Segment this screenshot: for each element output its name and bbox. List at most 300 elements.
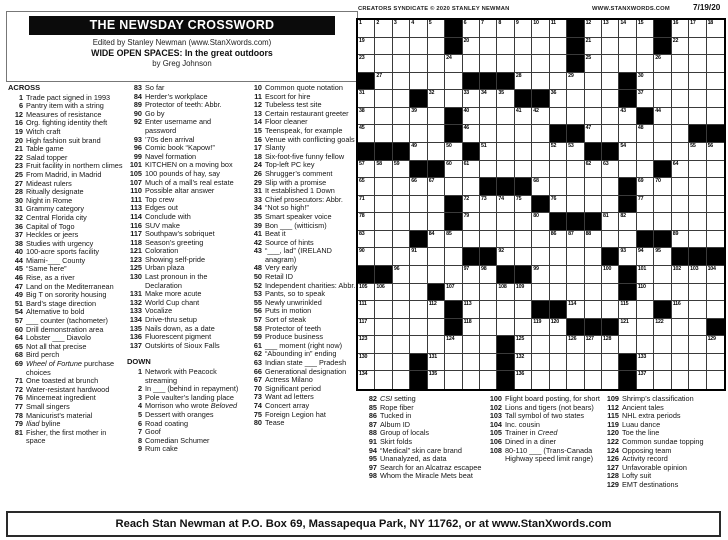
grid-cell[interactable] — [619, 336, 636, 354]
grid-cell[interactable] — [672, 55, 689, 73]
grid-cell[interactable] — [602, 73, 619, 91]
grid-cell[interactable] — [619, 161, 636, 179]
grid-cell[interactable] — [689, 143, 706, 161]
grid-cell[interactable] — [619, 248, 636, 266]
grid-cell[interactable] — [637, 336, 654, 354]
grid-cell[interactable] — [585, 108, 602, 126]
grid-cell[interactable] — [654, 354, 671, 372]
grid-cell[interactable] — [445, 266, 462, 284]
grid-cell[interactable] — [672, 301, 689, 319]
grid-cell[interactable] — [637, 143, 654, 161]
grid-cell[interactable] — [672, 354, 689, 372]
grid-cell[interactable] — [602, 161, 619, 179]
grid-cell[interactable] — [689, 231, 706, 249]
grid-cell[interactable] — [445, 90, 462, 108]
grid-cell[interactable] — [375, 20, 392, 38]
grid-cell[interactable] — [637, 284, 654, 302]
grid-cell[interactable] — [497, 231, 514, 249]
grid-cell[interactable] — [654, 213, 671, 231]
grid-cell[interactable] — [515, 125, 532, 143]
grid-cell[interactable] — [515, 319, 532, 337]
grid-cell[interactable] — [602, 178, 619, 196]
grid-cell[interactable] — [375, 336, 392, 354]
grid-cell[interactable] — [358, 301, 375, 319]
grid-cell[interactable] — [358, 354, 375, 372]
grid-cell[interactable] — [480, 161, 497, 179]
grid-cell[interactable] — [445, 284, 462, 302]
grid-cell[interactable] — [654, 196, 671, 214]
grid-cell[interactable] — [672, 284, 689, 302]
grid-cell[interactable] — [707, 213, 724, 231]
grid-cell[interactable] — [497, 55, 514, 73]
grid-cell[interactable] — [375, 213, 392, 231]
grid-cell[interactable] — [707, 354, 724, 372]
grid-cell[interactable] — [497, 319, 514, 337]
grid-cell[interactable] — [358, 231, 375, 249]
grid-cell[interactable] — [480, 371, 497, 389]
grid-cell[interactable] — [689, 161, 706, 179]
grid-cell[interactable] — [532, 319, 549, 337]
grid-cell[interactable] — [637, 73, 654, 91]
grid-cell[interactable] — [445, 336, 462, 354]
grid-cell[interactable] — [689, 319, 706, 337]
grid-cell[interactable] — [393, 108, 410, 126]
grid-cell[interactable] — [585, 371, 602, 389]
grid-cell[interactable] — [393, 319, 410, 337]
grid-cell[interactable] — [428, 73, 445, 91]
grid-cell[interactable] — [515, 213, 532, 231]
grid-cell[interactable] — [497, 213, 514, 231]
grid-cell[interactable] — [637, 301, 654, 319]
grid-cell[interactable] — [689, 20, 706, 38]
grid-cell[interactable] — [654, 125, 671, 143]
grid-cell[interactable] — [567, 196, 584, 214]
grid-cell[interactable] — [602, 231, 619, 249]
grid-cell[interactable] — [480, 284, 497, 302]
grid-cell[interactable] — [707, 284, 724, 302]
grid-cell[interactable] — [428, 90, 445, 108]
grid-cell[interactable] — [515, 336, 532, 354]
grid-cell[interactable] — [393, 38, 410, 56]
grid-cell[interactable] — [672, 161, 689, 179]
grid-cell[interactable] — [567, 354, 584, 372]
grid-cell[interactable] — [672, 196, 689, 214]
grid-cell[interactable] — [567, 284, 584, 302]
grid-cell[interactable] — [619, 213, 636, 231]
grid-cell[interactable] — [428, 38, 445, 56]
grid-cell[interactable] — [637, 354, 654, 372]
grid-cell[interactable] — [550, 55, 567, 73]
grid-cell[interactable] — [375, 125, 392, 143]
grid-cell[interactable] — [707, 20, 724, 38]
grid-cell[interactable] — [428, 20, 445, 38]
grid-cell[interactable] — [375, 108, 392, 126]
grid-cell[interactable] — [358, 108, 375, 126]
grid-cell[interactable] — [550, 248, 567, 266]
grid-cell[interactable] — [463, 90, 480, 108]
grid-cell[interactable] — [480, 213, 497, 231]
grid-cell[interactable] — [550, 231, 567, 249]
grid-cell[interactable] — [497, 284, 514, 302]
grid-cell[interactable] — [637, 266, 654, 284]
grid-cell[interactable] — [515, 108, 532, 126]
grid-cell[interactable] — [707, 161, 724, 179]
grid-cell[interactable] — [619, 20, 636, 38]
grid-cell[interactable] — [375, 231, 392, 249]
grid-cell[interactable] — [445, 161, 462, 179]
grid-cell[interactable] — [480, 301, 497, 319]
grid-cell[interactable] — [532, 178, 549, 196]
grid-cell[interactable] — [567, 108, 584, 126]
grid-cell[interactable] — [637, 196, 654, 214]
grid-cell[interactable] — [602, 371, 619, 389]
grid-cell[interactable] — [689, 90, 706, 108]
grid-cell[interactable] — [410, 73, 427, 91]
grid-cell[interactable] — [497, 143, 514, 161]
grid-cell[interactable] — [532, 354, 549, 372]
grid-cell[interactable] — [463, 319, 480, 337]
grid-cell[interactable] — [672, 231, 689, 249]
grid-cell[interactable] — [567, 231, 584, 249]
grid-cell[interactable] — [410, 336, 427, 354]
grid-cell[interactable] — [707, 231, 724, 249]
grid-cell[interactable] — [550, 354, 567, 372]
grid-cell[interactable] — [463, 231, 480, 249]
grid-cell[interactable] — [445, 231, 462, 249]
grid-cell[interactable] — [602, 266, 619, 284]
grid-cell[interactable] — [358, 284, 375, 302]
grid-cell[interactable] — [393, 231, 410, 249]
grid-cell[interactable] — [672, 38, 689, 56]
grid-cell[interactable] — [375, 161, 392, 179]
grid-cell[interactable] — [445, 143, 462, 161]
grid-cell[interactable] — [602, 301, 619, 319]
grid-cell[interactable] — [672, 319, 689, 337]
grid-cell[interactable] — [689, 284, 706, 302]
grid-cell[interactable] — [480, 354, 497, 372]
grid-cell[interactable] — [445, 55, 462, 73]
grid-cell[interactable] — [428, 266, 445, 284]
grid-cell[interactable] — [532, 231, 549, 249]
grid-cell[interactable] — [532, 213, 549, 231]
grid-cell[interactable] — [707, 336, 724, 354]
grid-cell[interactable] — [707, 90, 724, 108]
grid-cell[interactable] — [654, 108, 671, 126]
grid-cell[interactable] — [410, 248, 427, 266]
grid-cell[interactable] — [393, 248, 410, 266]
grid-cell[interactable] — [532, 336, 549, 354]
grid-cell[interactable] — [515, 73, 532, 91]
grid-cell[interactable] — [480, 143, 497, 161]
grid-cell[interactable] — [637, 178, 654, 196]
grid-cell[interactable] — [689, 213, 706, 231]
grid-cell[interactable] — [654, 73, 671, 91]
grid-cell[interactable] — [654, 143, 671, 161]
grid-cell[interactable] — [358, 196, 375, 214]
grid-cell[interactable] — [445, 354, 462, 372]
grid-cell[interactable] — [619, 319, 636, 337]
grid-cell[interactable] — [654, 319, 671, 337]
grid-cell[interactable] — [410, 125, 427, 143]
grid-cell[interactable] — [515, 196, 532, 214]
grid-cell[interactable] — [480, 125, 497, 143]
grid-cell[interactable] — [707, 73, 724, 91]
grid-cell[interactable] — [637, 248, 654, 266]
grid-cell[interactable] — [497, 38, 514, 56]
grid-cell[interactable] — [707, 371, 724, 389]
grid-cell[interactable] — [585, 301, 602, 319]
grid-cell[interactable] — [515, 248, 532, 266]
grid-cell[interactable] — [393, 90, 410, 108]
grid-cell[interactable] — [428, 178, 445, 196]
grid-cell[interactable] — [358, 371, 375, 389]
grid-cell[interactable] — [585, 248, 602, 266]
grid-cell[interactable] — [463, 266, 480, 284]
grid-cell[interactable] — [550, 90, 567, 108]
grid-cell[interactable] — [375, 354, 392, 372]
grid-cell[interactable] — [463, 38, 480, 56]
grid-cell[interactable] — [515, 284, 532, 302]
grid-cell[interactable] — [637, 371, 654, 389]
grid-cell[interactable] — [602, 213, 619, 231]
grid-cell[interactable] — [358, 248, 375, 266]
grid-cell[interactable] — [550, 178, 567, 196]
grid-cell[interactable] — [480, 20, 497, 38]
grid-cell[interactable] — [358, 213, 375, 231]
grid-cell[interactable] — [619, 143, 636, 161]
grid-cell[interactable] — [410, 213, 427, 231]
grid-cell[interactable] — [428, 354, 445, 372]
grid-cell[interactable] — [654, 248, 671, 266]
grid-cell[interactable] — [410, 266, 427, 284]
grid-cell[interactable] — [672, 108, 689, 126]
grid-cell[interactable] — [602, 55, 619, 73]
grid-cell[interactable] — [393, 73, 410, 91]
grid-cell[interactable] — [585, 266, 602, 284]
grid-cell[interactable] — [393, 125, 410, 143]
grid-cell[interactable] — [428, 371, 445, 389]
grid-cell[interactable] — [585, 178, 602, 196]
grid-cell[interactable] — [515, 354, 532, 372]
grid-cell[interactable] — [428, 55, 445, 73]
grid-cell[interactable] — [585, 38, 602, 56]
grid-cell[interactable] — [410, 38, 427, 56]
grid-cell[interactable] — [497, 301, 514, 319]
grid-cell[interactable] — [375, 90, 392, 108]
grid-cell[interactable] — [375, 284, 392, 302]
grid-cell[interactable] — [550, 319, 567, 337]
grid-cell[interactable] — [619, 38, 636, 56]
grid-cell[interactable] — [689, 108, 706, 126]
grid-cell[interactable] — [619, 55, 636, 73]
grid-cell[interactable] — [497, 90, 514, 108]
grid-cell[interactable] — [550, 38, 567, 56]
grid-cell[interactable] — [532, 55, 549, 73]
grid-cell[interactable] — [585, 90, 602, 108]
grid-cell[interactable] — [480, 266, 497, 284]
grid-cell[interactable] — [689, 196, 706, 214]
grid-cell[interactable] — [497, 161, 514, 179]
grid-cell[interactable] — [532, 284, 549, 302]
grid-cell[interactable] — [619, 108, 636, 126]
grid-cell[interactable] — [672, 371, 689, 389]
grid-cell[interactable] — [689, 55, 706, 73]
grid-cell[interactable] — [550, 371, 567, 389]
grid-cell[interactable] — [532, 266, 549, 284]
grid-cell[interactable] — [410, 196, 427, 214]
grid-cell[interactable] — [375, 371, 392, 389]
grid-cell[interactable] — [689, 371, 706, 389]
grid-cell[interactable] — [358, 125, 375, 143]
grid-cell[interactable] — [567, 371, 584, 389]
grid-cell[interactable] — [410, 20, 427, 38]
grid-cell[interactable] — [567, 266, 584, 284]
grid-cell[interactable] — [637, 319, 654, 337]
grid-cell[interactable] — [463, 108, 480, 126]
grid-cell[interactable] — [393, 213, 410, 231]
grid-cell[interactable] — [585, 231, 602, 249]
grid-cell[interactable] — [654, 55, 671, 73]
grid-cell[interactable] — [445, 178, 462, 196]
grid-cell[interactable] — [707, 196, 724, 214]
grid-cell[interactable] — [532, 108, 549, 126]
grid-cell[interactable] — [463, 20, 480, 38]
grid-cell[interactable] — [637, 213, 654, 231]
grid-cell[interactable] — [602, 196, 619, 214]
grid-cell[interactable] — [463, 371, 480, 389]
grid-cell[interactable] — [672, 125, 689, 143]
grid-cell[interactable] — [480, 336, 497, 354]
grid-cell[interactable] — [707, 143, 724, 161]
grid-cell[interactable] — [497, 125, 514, 143]
grid-cell[interactable] — [602, 336, 619, 354]
grid-cell[interactable] — [410, 319, 427, 337]
grid-cell[interactable] — [585, 196, 602, 214]
grid-cell[interactable] — [707, 55, 724, 73]
grid-cell[interactable] — [428, 231, 445, 249]
grid-cell[interactable] — [689, 301, 706, 319]
grid-cell[interactable] — [654, 90, 671, 108]
grid-cell[interactable] — [602, 90, 619, 108]
grid-cell[interactable] — [585, 161, 602, 179]
grid-cell[interactable] — [567, 248, 584, 266]
grid-cell[interactable] — [619, 231, 636, 249]
grid-cell[interactable] — [567, 336, 584, 354]
grid-cell[interactable] — [585, 20, 602, 38]
grid-cell[interactable] — [550, 108, 567, 126]
grid-cell[interactable] — [707, 301, 724, 319]
grid-cell[interactable] — [637, 161, 654, 179]
grid-cell[interactable] — [375, 196, 392, 214]
grid-cell[interactable] — [393, 266, 410, 284]
grid-cell[interactable] — [585, 354, 602, 372]
grid-cell[interactable] — [463, 213, 480, 231]
grid-cell[interactable] — [672, 213, 689, 231]
grid-cell[interactable] — [689, 266, 706, 284]
grid-cell[interactable] — [428, 143, 445, 161]
grid-cell[interactable] — [567, 143, 584, 161]
grid-cell[interactable] — [463, 284, 480, 302]
grid-cell[interactable] — [672, 143, 689, 161]
grid-cell[interactable] — [654, 336, 671, 354]
grid-cell[interactable] — [463, 354, 480, 372]
grid-cell[interactable] — [515, 231, 532, 249]
grid-cell[interactable] — [532, 125, 549, 143]
grid-cell[interactable] — [410, 55, 427, 73]
grid-cell[interactable] — [410, 301, 427, 319]
grid-cell[interactable] — [532, 161, 549, 179]
grid-cell[interactable] — [550, 161, 567, 179]
grid-cell[interactable] — [463, 336, 480, 354]
grid-cell[interactable] — [637, 55, 654, 73]
grid-cell[interactable] — [358, 55, 375, 73]
grid-cell[interactable] — [393, 20, 410, 38]
grid-cell[interactable] — [707, 108, 724, 126]
grid-cell[interactable] — [428, 248, 445, 266]
grid-cell[interactable] — [550, 143, 567, 161]
grid-cell[interactable] — [689, 38, 706, 56]
grid-cell[interactable] — [445, 371, 462, 389]
grid-cell[interactable] — [480, 108, 497, 126]
grid-cell[interactable] — [428, 336, 445, 354]
grid-cell[interactable] — [375, 319, 392, 337]
grid-cell[interactable] — [532, 371, 549, 389]
grid-cell[interactable] — [515, 371, 532, 389]
grid-cell[interactable] — [672, 336, 689, 354]
grid-cell[interactable] — [654, 266, 671, 284]
grid-cell[interactable] — [375, 73, 392, 91]
grid-cell[interactable] — [689, 336, 706, 354]
grid-cell[interactable] — [480, 196, 497, 214]
grid-cell[interactable] — [358, 319, 375, 337]
grid-cell[interactable] — [410, 284, 427, 302]
grid-cell[interactable] — [602, 38, 619, 56]
grid-cell[interactable] — [463, 301, 480, 319]
grid-cell[interactable] — [550, 73, 567, 91]
grid-cell[interactable] — [672, 266, 689, 284]
grid-cell[interactable] — [463, 55, 480, 73]
grid-cell[interactable] — [410, 143, 427, 161]
grid-cell[interactable] — [532, 143, 549, 161]
grid-cell[interactable] — [515, 161, 532, 179]
grid-cell[interactable] — [393, 196, 410, 214]
grid-cell[interactable] — [654, 371, 671, 389]
grid-cell[interactable] — [515, 143, 532, 161]
grid-cell[interactable] — [393, 178, 410, 196]
grid-cell[interactable] — [497, 248, 514, 266]
grid-cell[interactable] — [445, 73, 462, 91]
grid-cell[interactable] — [428, 301, 445, 319]
grid-cell[interactable] — [602, 284, 619, 302]
grid-cell[interactable] — [550, 336, 567, 354]
grid-cell[interactable] — [550, 284, 567, 302]
grid-cell[interactable] — [410, 108, 427, 126]
grid-cell[interactable] — [393, 161, 410, 179]
grid-cell[interactable] — [672, 178, 689, 196]
grid-cell[interactable] — [567, 73, 584, 91]
grid-cell[interactable] — [480, 55, 497, 73]
grid-cell[interactable] — [707, 178, 724, 196]
grid-cell[interactable] — [375, 38, 392, 56]
grid-cell[interactable] — [428, 108, 445, 126]
grid-cell[interactable] — [689, 178, 706, 196]
grid-cell[interactable] — [515, 301, 532, 319]
grid-cell[interactable] — [567, 301, 584, 319]
grid-cell[interactable] — [393, 284, 410, 302]
grid-cell[interactable] — [550, 266, 567, 284]
grid-cell[interactable] — [532, 38, 549, 56]
grid-cell[interactable] — [550, 196, 567, 214]
